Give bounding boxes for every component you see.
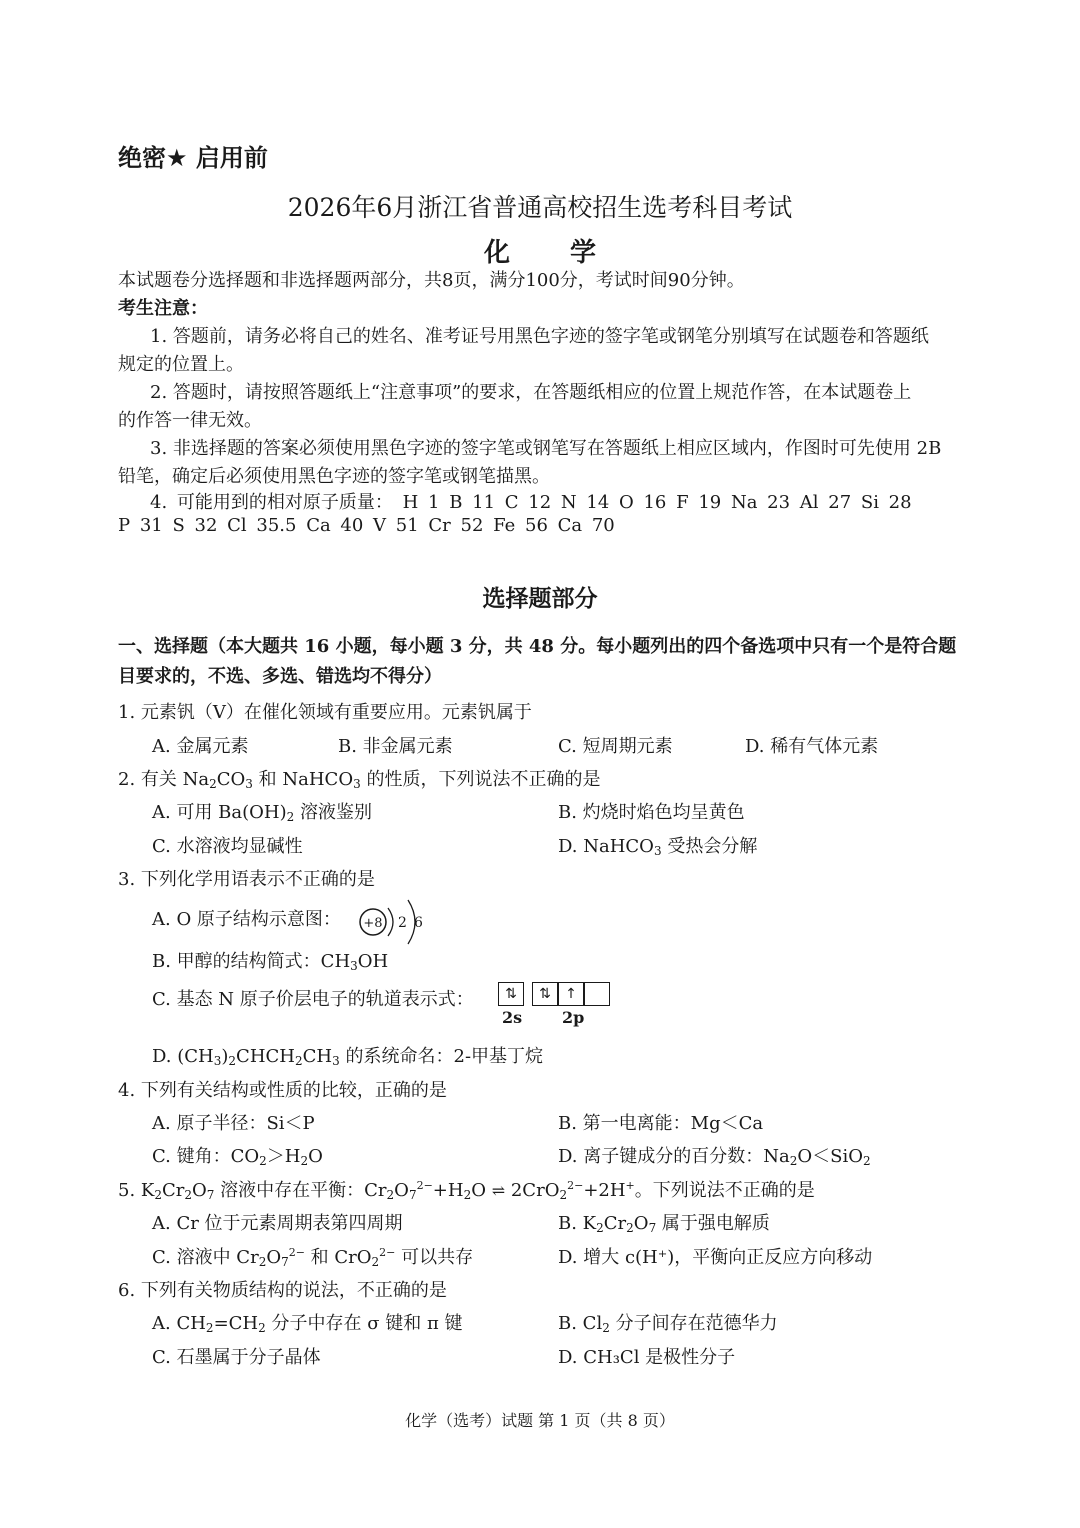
notes-heading: 考生注意： (118, 298, 208, 319)
note-3-cont: 铅笔，确定后必须使用黑色字迹的签字笔或钢笔描黑。 (118, 466, 550, 487)
question-6-option-b: B. $Cl_2$ 分子间存在范德华力 (558, 1313, 778, 1335)
question-5-stem: 5. $K_2Cr_2O_7$ 溶液中存在平衡：$Cr_2O_7^{2-}+H_2O$ ⇌ 2CrO$_2^{2-}$+2H+。下列说法不正确的是 (118, 1179, 815, 1202)
question-6-option-a: A. $CH_2=CH_2$ 分子中存在 σ 键和 π 键 (152, 1313, 463, 1335)
note-4: 4. 可能用到的相对原子质量： H 1 B 11 C 12 N 14 O 16 F 19 Na 23 Al 27 Si 28 (150, 492, 912, 513)
question-2-option-c: C. 水溶液均显碱性 (152, 836, 303, 857)
question-4-option-d: D. 离子键成分的百分数：$Na_2O<SiO_2$ (558, 1146, 871, 1168)
orbital-box-2p-2: ↑ (558, 982, 584, 1006)
section-heading-cont: 目要求的，不选、多选、错选均不得分） (118, 666, 442, 687)
subject-title: 化学 (483, 238, 656, 268)
oxygen-atom-diagram (358, 898, 428, 946)
note-1: 1. 答题前，请务必将自己的姓名、准考证号用黑色字迹的签字笔或钢笔分别填写在试题卷和答题纸 (150, 326, 929, 347)
question-6-option-d: D. CH₃Cl 是极性分子 (558, 1347, 736, 1368)
question-5-option-d: D. 增大 c(H⁺)，平衡向正反应方向移动 (558, 1247, 873, 1268)
orbital-label-2p: 2p (562, 1008, 585, 1027)
question-5-option-c: C. 溶液中 $Cr_2O_7^{2-}$ 和 CrO$_2^{2-}$ 可以共存 (152, 1246, 474, 1269)
question-3-option-b: B. 甲醇的结构简式：$CH_3OH$ (152, 951, 389, 973)
question-2-option-d: D. NaHCO$_3$ 受热会分解 (558, 836, 758, 858)
question-2-stem: 2. 有关 $Na_2CO_3$ 和 NaHCO$_3$ 的性质，下列说法不正确的是 (118, 769, 601, 791)
page-footer: 化学（选考）试题 第 1 页（共 8 页） (405, 1411, 675, 1430)
note-3: 3. 非选择题的答案必须使用黑色字迹的签字笔或钢笔写在答题纸上相应区域内，作图时可先使用 2B (150, 438, 942, 459)
intro-text: 本试题卷分选择题和非选择题两部分，共8页，满分100分，考试时间90分钟。 (118, 270, 745, 291)
question-3-option-a: A. O 原子结构示意图： (152, 909, 341, 930)
question-1-option-c: C. 短周期元素 (558, 736, 673, 757)
question-4-stem: 4. 下列有关结构或性质的比较，正确的是 (118, 1080, 447, 1101)
note-1-cont: 规定的位置上。 (118, 354, 244, 375)
equilibrium-arrow-icon: ⇌ (491, 1181, 506, 1200)
question-3-stem: 3. 下列化学用语表示不正确的是 (118, 869, 375, 890)
question-5-option-a: A. Cr 位于元素周期表第四周期 (152, 1213, 403, 1234)
question-5-option-b: B. $K_2Cr_2O_7$ 属于强电解质 (558, 1213, 770, 1235)
question-1-option-b: B. 非金属元素 (338, 736, 453, 757)
orbital-label-2s: 2s (502, 1008, 523, 1027)
question-3-option-c: C. 基态 N 原子价层电子的轨道表示式： (152, 989, 474, 1010)
orbital-box-2p-1: ⇅ (532, 982, 558, 1006)
question-6-stem: 6. 下列有关物质结构的说法，不正确的是 (118, 1280, 447, 1301)
note-2-cont: 的作答一律无效。 (118, 410, 262, 431)
question-2-option-b: B. 灼烧时焰色均呈黄色 (558, 802, 745, 823)
question-4-option-c: C. 键角：$CO_2>H_2O$ (152, 1146, 323, 1168)
question-1-option-a: A. 金属元素 (152, 736, 249, 757)
note-2: 2. 答题时，请按照答题纸上“注意事项”的要求，在答题纸相应的位置上规范作答，在本试题卷上 (150, 382, 912, 403)
question-1-stem: 1. 元素钒（V）在催化领域有重要应用。元素钒属于 (118, 702, 532, 723)
question-6-option-c: C. 石墨属于分子晶体 (152, 1347, 321, 1368)
section-heading: 一、选择题（本大题共 16 小题，每小题 3 分，共 48 分。每小题列出的四个备选项中只有一个是符合题 (118, 636, 957, 657)
orbital-box-2p-3 (584, 982, 610, 1006)
question-3-option-d: D. $(CH_3)_2CHCH_2CH_3$ 的系统命名：2-甲基丁烷 (152, 1046, 544, 1068)
orbital-diagram (498, 982, 618, 1027)
confidential-mark: 绝密★ 启用前 (118, 144, 268, 172)
question-2-option-a: A. 可用 $Ba(OH)_2$ 溶液鉴别 (152, 802, 372, 824)
question-1-option-d: D. 稀有气体元素 (745, 736, 879, 757)
exam-title: 2026年6月浙江省普通高校招生选考科目考试 (287, 193, 793, 222)
atom-shell-1-label: 2 (398, 915, 407, 931)
question-4-option-a: A. 原子半径：Si＜P (152, 1113, 315, 1134)
question-4-option-b: B. 第一电离能：Mg＜Ca (558, 1113, 764, 1134)
atom-nucleus-label: +8 (363, 916, 383, 931)
atom-shell-2-label: 6 (414, 915, 423, 931)
section-title: 选择题部分 (482, 586, 598, 612)
orbital-box-2s: ⇅ (498, 982, 524, 1006)
note-4-cont: P 31 S 32 Cl 35.5 Ca 40 V 51 Cr 52 Fe 56 Ca 70 (118, 515, 615, 536)
